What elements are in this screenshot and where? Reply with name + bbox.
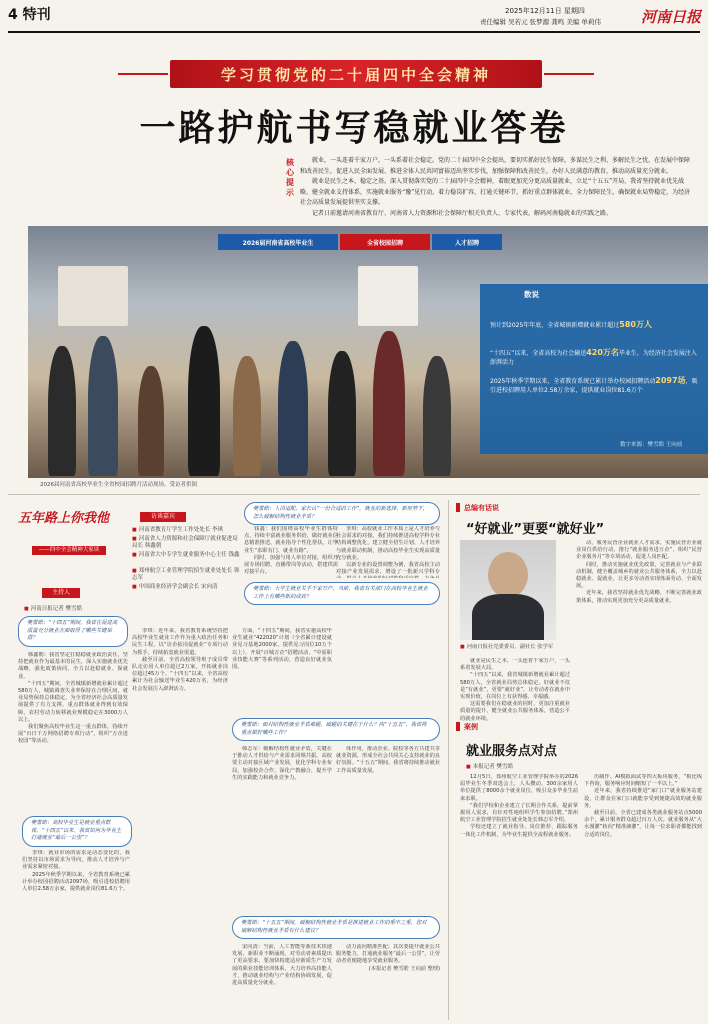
stat-text: 2025年秋季学期以来，全省教育系统已累计举办校园招聘活动 bbox=[490, 378, 656, 385]
case-column bbox=[460, 774, 578, 1020]
guest-item: ■ 河南省人力资源和社会保障厅就业促进局局长 韩鑫朝 bbox=[132, 536, 242, 550]
newspaper-logo: 河南日报 bbox=[641, 8, 702, 26]
banner-left-rule bbox=[118, 73, 168, 75]
paragraph: (本报记者 樊雪皓 王向前 整理) bbox=[368, 965, 440, 972]
paragraph: 动，服务民营企业就业人才需求，实施民营企业就业岗位供给行动，推行“就业服务进万企”，组织“民营企业服务月”等专项活动，促进人岗匹配。 bbox=[576, 540, 702, 561]
stat-item bbox=[490, 320, 700, 330]
person bbox=[423, 356, 451, 476]
person bbox=[278, 341, 308, 476]
question: 樊雪皓：“十五五”期间，破解结构性就业矛盾是推进就业工作的重中之重，您对破解结构性就业矛盾有什么建议？ bbox=[232, 916, 440, 939]
person bbox=[48, 346, 76, 476]
stat-item bbox=[490, 348, 700, 367]
paragraph: 方面，“十四五”期间，我省实施高校毕业生就业“422020”计划（全省累计建设就业见习基地2000家，提供见习岗位10万个以上），开展“百城万企”招聘活动、“中原职业技能大赛”等系列活动，营造良好就业氛围。 bbox=[232, 628, 332, 671]
person bbox=[88, 336, 118, 476]
article-column bbox=[132, 628, 228, 808]
question: 樊雪皓：大学生就业关乎千家万户，当前，我省有关部门在高校毕业生就业工作上有哪些新的成效？ bbox=[244, 582, 440, 605]
paragraph: 李琪：近年来，我省教育系统坚持把高校毕业生就业工作作为重大政治任务和民生工程，以“访企拓岗促就业”专项行动为抓手，持续拓宽就业渠道。 bbox=[132, 628, 228, 656]
guest-item: ■ 河南省教育厅学生工作处处长 李琪 bbox=[132, 527, 242, 534]
paragraph: 截至目前，全省高校领导班子成员带队走访用人单位超过2万家，开拓就业岗位超过45万个。“十四五”以来，全省高校累计为社会输送毕业生420万名，为经济社会发展注入澎湃活力。 bbox=[132, 656, 228, 692]
paragraph: 我们聚焦高校毕业生这一重点群体，持续开展“百日千万网络招聘专项行动”，组织“万企进校园”等活动。 bbox=[18, 724, 128, 745]
paragraph: 同时，推动实施就业优先政策，完善就业与产业联动机制，健全覆盖城乡的就业公共服务体系，全力以赴稳就业、促就业，让更多劳动者实现体面劳动、全面发展。 bbox=[576, 561, 702, 590]
stat-value: 420万名 bbox=[586, 348, 619, 357]
editors-line: 责任编辑 吴若元 张梦源 龚鸣 美编 单莉伟 bbox=[480, 18, 601, 26]
photo-sign: 2026届河南省高校毕业生 bbox=[218, 234, 338, 250]
opinion-column bbox=[576, 540, 702, 730]
key-paragraph: 就业，一头连着千家万户，一头系着社会稳定。党的二十届四中全会提出，要切实抓好民生保障，多谋民生之利、多解民生之忧，在发展中保障和改善民生，促进人民全面发展、推进全体人民共同富裕迈出坚实步伐，加强保障和改善民生，办好人民满意的教育，推动高质量充分就业。 bbox=[300, 157, 691, 175]
opinion-title: “好就业”更要“就好业” bbox=[466, 522, 605, 537]
stats-box bbox=[480, 284, 708, 454]
article-column bbox=[336, 526, 440, 578]
guest-item: ■ 河南省大中专学生就业服务中心主任 钱鑫 bbox=[132, 552, 242, 559]
stat-value: 580万人 bbox=[619, 320, 652, 329]
article-column bbox=[232, 746, 332, 912]
question: 樊雪皓：人岗适配、家长认“一份合适的工作”，就业的新选择、新形势下，怎么破解结构性就业矛盾？ bbox=[244, 502, 440, 525]
stat-text: 毕业生，为经济社会发展注入澎湃活力 bbox=[490, 350, 697, 366]
case-label: 案例 bbox=[464, 723, 478, 731]
guest-item: ■ 中国商业经济学会副会长 宋向清 bbox=[132, 584, 242, 591]
person bbox=[138, 366, 164, 476]
section-marker bbox=[456, 722, 460, 731]
paragraph: 动力流向精准匹配；其次要提升就业公共服务能力，打通就业服务“最后一公里”，让劳动者更便捷地享受就业服务。 bbox=[336, 944, 440, 965]
paragraph: 体作用，推动企业、院校等各方共建共享就业资源，形成全社会共同关心支持就业的良好氛围。“十五五”期间，我省将持续推动就业工作高质量发展。 bbox=[336, 746, 440, 774]
key-paragraph: 记者日前邀请河南省教育厅、河南省人力资源和社会保障厅相关负责人、专家代表，解码河南稳就业的实践之路。 bbox=[312, 209, 613, 217]
opinion-column bbox=[460, 658, 570, 730]
guest-item: ■ 郑州航空工业管理学院招生就业处处长 韩志军 bbox=[132, 568, 242, 582]
paragraph: 李琪：高校就业工作本质上是人才培养与社会需求的对接。我们持续推进高校学科专业结构调整优化，建立健全招生计划、人才培养与就业联动机制，推动高校毕业生实现高质量充分就业。 bbox=[336, 526, 440, 561]
paragraph: 韩鑫朝：我省坚定扛稳稳就业政治责任，坚持把就业作为最基本的民生，深入实施就业优先战略，强化政策协同，全力以赴稳就业、保就业。 bbox=[18, 652, 128, 680]
article-column bbox=[336, 746, 440, 912]
column-divider bbox=[448, 500, 449, 1020]
section-banner: 学习贯彻党的二十届四中全会精神 bbox=[170, 60, 542, 88]
column-slogan-sub: ——四中全会精神大家谈 bbox=[32, 546, 106, 555]
guests-tag: 访谈嘉宾 bbox=[140, 512, 186, 522]
header-rule bbox=[8, 31, 700, 33]
paragraph: 钱鑫：我们围绕高校毕业生群体特点，持续丰富就业服务供给，做好就业信息精准推送、就业指导个性化帮扶，让毕业生“求职有门、就业有路”。 bbox=[244, 526, 338, 554]
question: 樊雪皓：面对结构性就业矛盾难题，破题的关键在于什么？向“十五五”，我省将重点做好哪些工作？ bbox=[232, 718, 440, 741]
paragraph: “十四五”期间，全省城镇新增就业累计超过580万人，城镇调查失业率保持在合理区间，就业局势保持总体稳定，为全省经济社会高质量发展提供了有力支撑。重点群体就业得到有效保障，农村劳动力转移就业规模稳定在3000万人以上。 bbox=[18, 680, 128, 723]
paragraph: 宋向清：当前，人工智能等新技术快速发展，新职业不断涌现，对劳动者素质提出了更高要求。要加快构建适应新质生产力发展的职业技能培训体系，大力培养高技能人才，推动就业结构与产业结构协调发展，促进高质量充分就业。 bbox=[232, 944, 332, 987]
article-column bbox=[232, 944, 332, 1020]
key-points-label: 核心提示 bbox=[286, 158, 294, 197]
paragraph: 就业是民生之本，一头连着千家万户，一头系着发展大局。 bbox=[460, 658, 570, 672]
stats-credit: 数字来源：樊雪皓 王向前 bbox=[620, 442, 683, 448]
author-caption: ■ 河南日报社党委委员、副社长 张学军 bbox=[460, 642, 580, 650]
host-tag: 主持人 bbox=[42, 588, 80, 598]
paragraph: 学校还建立了就业指导、岗位推荐、跟踪服务一体化工作机制，为毕业生提供全流程就业服务。 bbox=[460, 824, 578, 838]
person bbox=[373, 331, 405, 476]
paragraph: 以新专业的设置调整为例，我省高校主动对接产业发展需求，增设了一批新兴学科专 bbox=[336, 562, 440, 576]
host: ■ 河南日报记者 樊雪皓 bbox=[24, 604, 140, 612]
article-column bbox=[18, 652, 128, 808]
portrait-head bbox=[488, 552, 528, 598]
page-number: 4 特刊 bbox=[8, 7, 51, 23]
case-title: 就业服务点对点 bbox=[466, 744, 558, 759]
question: 樊雪皓：高校毕业生是就业重点群体，“十四五”以来，我省如何为毕业生打通就业“最后一公里”？ bbox=[22, 816, 132, 847]
headline: 一路护航书写稳就业答卷 bbox=[139, 107, 569, 149]
stat-item bbox=[490, 376, 700, 395]
paragraph: 历制作、AI模拟面试等四大板块服务，“相比线下咨询，服务响应时间缩短了一半以上。” bbox=[584, 774, 702, 788]
stat-value: 2097场 bbox=[655, 376, 686, 385]
paragraph: 李琪：就业市场的需求是动态变化的，我们坚持以市场需求为导向，推动人才培养与产业需求紧密对接。 bbox=[22, 850, 130, 871]
stat-text: ，吸引进校招聘用人单位2.58万余家，提供就业岗位81.6万个 bbox=[490, 378, 698, 394]
paragraph: 2025年秋季学期以来，全省教育系统已累计举办校园招聘活动2097场，吸引进校招聘用人单位2.58万余家，提供就业岗位81.6万个。 bbox=[22, 871, 130, 893]
photo-sign: 全省校园招聘 bbox=[340, 234, 430, 250]
case-byline: ■ 本报记者 樊雪皓 bbox=[466, 762, 513, 770]
booth-board bbox=[58, 266, 128, 326]
portrait-body bbox=[472, 594, 544, 640]
issue-date: 2025年12月11日 星期四 bbox=[505, 7, 585, 15]
paragraph: 同时，加强与用人单位对接，组织开展专场招聘、直播带岗等活动，搭建供需对接平台。 bbox=[244, 554, 338, 576]
person bbox=[188, 326, 220, 476]
banner-right-rule bbox=[544, 73, 594, 75]
paragraph: 韩志军：破解结构性就业矛盾，关键在于推动人才供给与产业需求同频共振。高校要主动对接区域产业发展，优化学科专业布局，加强校企合作，深化产教融合，提升学生的实践能力和就业竞争力。 bbox=[232, 746, 332, 781]
article-column bbox=[232, 628, 332, 716]
article-column bbox=[336, 944, 440, 1020]
paragraph: “我们学校和企业建立了长期合作关系，提前掌握用人需求，有针对性地组织学生参加招聘。”郑州航空工业管理学院招生就业处处长韩志军介绍。 bbox=[460, 802, 578, 824]
section-divider bbox=[8, 494, 700, 495]
column-slogan: 五年路上你我他 bbox=[18, 511, 110, 526]
paragraph: 近年来，我省持续推进“家门口”就业服务站建设，让群众在家门口就能享受到便捷高效的就业服务。 bbox=[584, 788, 702, 809]
stat-text: “十四五”以来，全省高校为社会输送 bbox=[490, 350, 587, 357]
paragraph: “十四五”以来，我省城镇新增就业累计超过580万人，全省就业局势总体稳定。好就业不仅是“有就业”，更要“就好业”，让劳动者在就业中实现价值，在岗位上有获得感、幸福感。 bbox=[460, 672, 570, 701]
opinion-label: 总编有话说 bbox=[464, 504, 499, 512]
question: 樊雪皓：“十四五”期间，我省在促进高质量充分就业方面取得了哪些关键举措？ bbox=[18, 616, 128, 647]
photo-sign: 人才招聘 bbox=[432, 234, 502, 250]
photo-caption: 2026届河南省高校毕业生全省校园招聘月活动现场。受访者供图 bbox=[40, 482, 197, 488]
stats-tag: 数说 bbox=[524, 290, 539, 299]
stat-text: 预计到2025年年底，全省城镇新增就业累计超过 bbox=[490, 322, 620, 329]
key-paragraph: 就业是民生之本、稳定之基。深入贯彻落实党的二十届四中全会精神，着眼更加充分更高质量就业，立足“十五五”开局，我省坚持就业优先战略，健全就业支持体系，实施就业服务“豫”见行动，着力稳岗扩容，打通关键环节，抓好重点群体就业，全力保障民生，确保就业局势稳定，为经济社会高质量发展提供坚实支撑。 bbox=[300, 178, 691, 206]
key-points-text bbox=[300, 156, 695, 219]
author-portrait bbox=[460, 540, 556, 640]
booth-board bbox=[358, 266, 418, 326]
paragraph: 这需要我们在稳就业的同时，更加注重就业质量的提升，健全就业公共服务体系，营造公平的就业环境。 bbox=[460, 701, 570, 722]
case-column bbox=[584, 774, 702, 1020]
section-marker bbox=[456, 503, 460, 512]
person bbox=[233, 356, 261, 476]
article-column bbox=[244, 526, 338, 578]
person bbox=[328, 351, 356, 476]
paragraph: 截至目前，全省已建成各类就业服务站点5000余个，累计服务群众超过百万人次。就业服务从“大水漫灌”转向“精准滴灌”，让每一位求职者都能找到合适的岗位。 bbox=[584, 810, 702, 838]
paragraph: 近年来，我省坚持就业优先战略，不断完善就业政策体系，推动实现更加充分更高质量就业。 bbox=[576, 590, 702, 604]
article-column bbox=[22, 850, 130, 1020]
paragraph: 12月5日，郑州航空工业管理学院举办的2026届毕业生冬季双选会上，人头攒动，300余家用人单位提供了8000余个就业岗位，吸引众多毕业生前来求职。 bbox=[460, 774, 578, 802]
